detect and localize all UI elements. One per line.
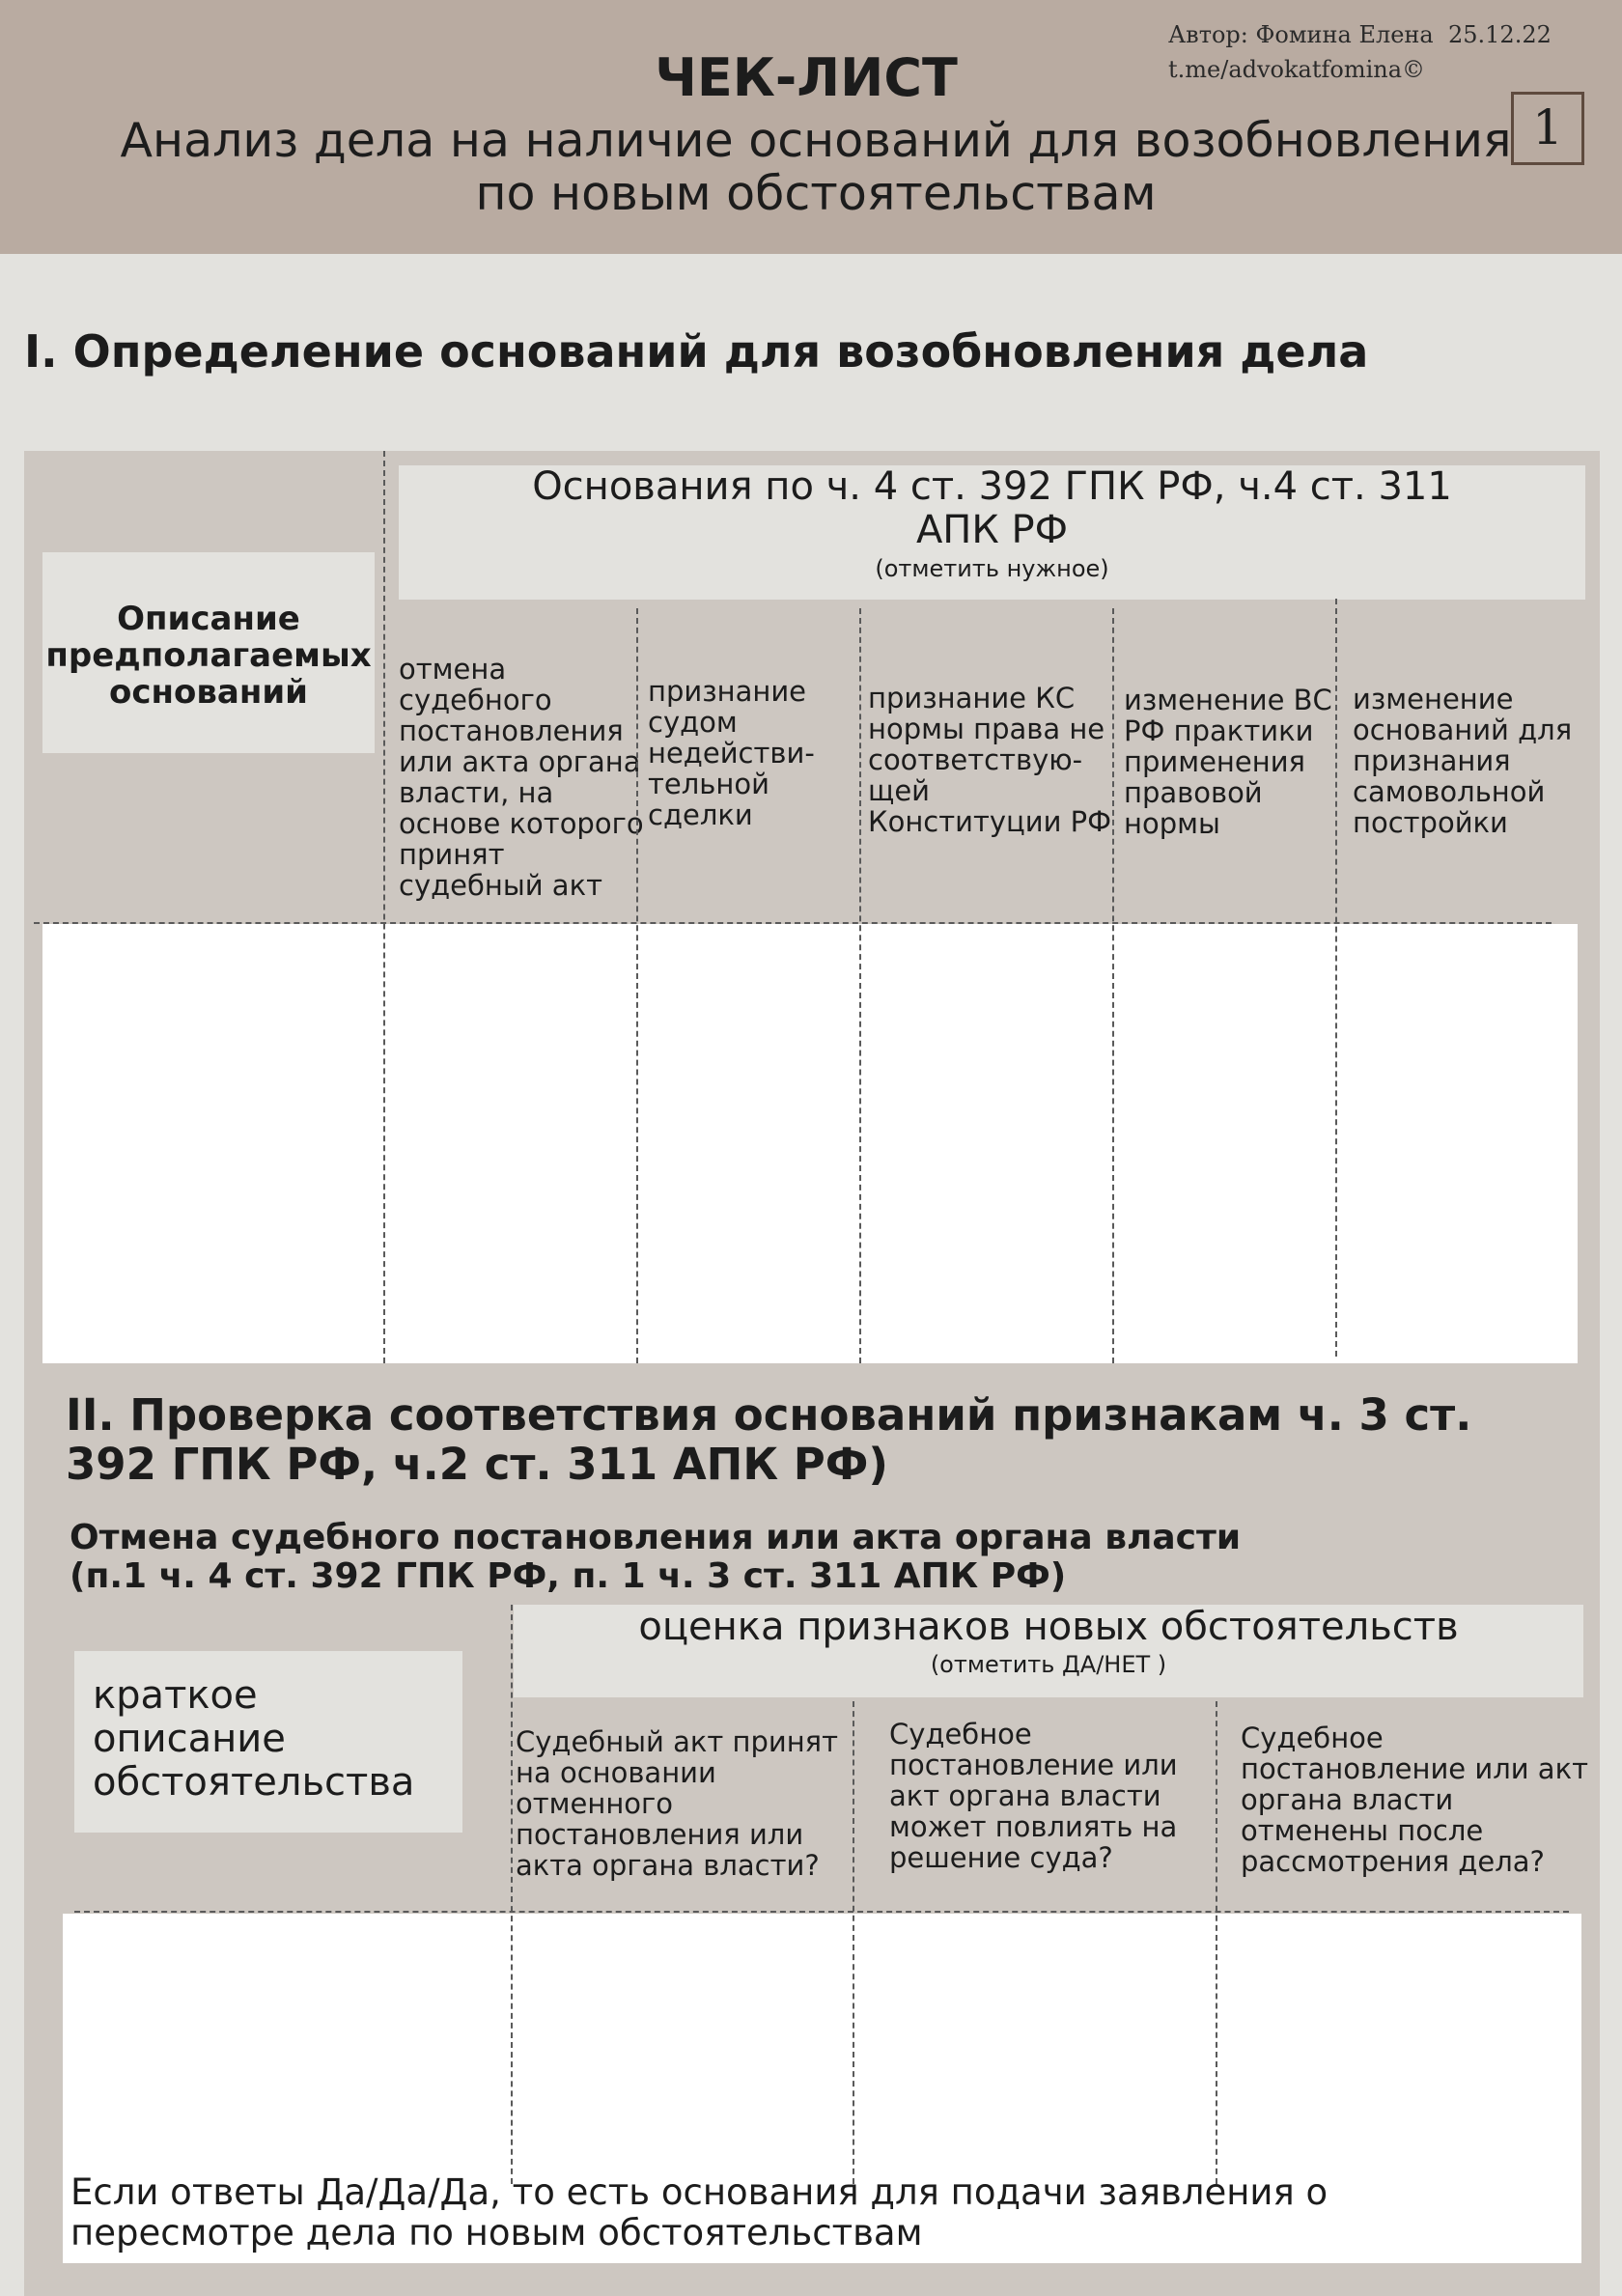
grounds-input-area[interactable] <box>42 924 1578 1363</box>
column-line: Конституции РФ <box>868 805 1112 838</box>
question-column-header <box>889 1719 1178 1873</box>
column-line: изменение <box>1353 683 1514 715</box>
signs-title: оценка признаков новых обстоятельств <box>638 1605 1459 1649</box>
column-line: постановления <box>399 714 624 747</box>
page-title: ЧЕК-ЛИСТ <box>655 47 958 108</box>
column-line: признание КС <box>868 682 1076 714</box>
question-line: отменены после <box>1241 1814 1484 1847</box>
column-line: власти, на <box>399 776 554 809</box>
page-number-badge: 1 <box>1511 92 1584 165</box>
brief-description-header <box>74 1651 462 1833</box>
divider <box>74 1911 1569 1913</box>
column-line: или акта органа <box>399 745 641 778</box>
divider <box>34 922 1552 924</box>
question-line: Судебный акт принят <box>516 1725 839 1758</box>
question-line: Судебное <box>1241 1722 1384 1754</box>
question-line: Судебное <box>889 1718 1032 1750</box>
grounds-title-line: АПК РФ <box>915 508 1069 552</box>
ground-column-header <box>1124 685 1332 839</box>
divider <box>1216 1701 1217 2184</box>
subheading-line: (п.1 ч. 4 ст. 392 ГПК РФ, п. 1 ч. 3 ст. 311 АПК РФ) <box>70 1556 1067 1596</box>
column-line: оснований для <box>1353 714 1573 746</box>
grounds-note: (отметить нужное) <box>875 555 1109 582</box>
column-line: судом <box>648 706 738 739</box>
section-2-heading <box>66 1390 1471 1489</box>
conclusion-line: Если ответы Да/Да/Да, то есть основания для подачи заявления о <box>70 2171 1328 2213</box>
brief-line: краткое описание <box>93 1673 286 1761</box>
column-line: судебный акт <box>399 869 602 902</box>
divider <box>1112 608 1114 1363</box>
question-line: органа власти <box>1241 1783 1454 1816</box>
column-line: нормы права не <box>868 713 1105 745</box>
subheading-line: Отмена судебного постановления или акта органа власти <box>70 1518 1242 1557</box>
divider <box>383 451 385 1363</box>
ground-column-header <box>399 654 644 901</box>
divider <box>1335 599 1337 1357</box>
question-line: акта органа власти? <box>516 1849 820 1882</box>
question-line: может повлиять на <box>889 1810 1178 1843</box>
signs-header <box>514 1605 1583 1697</box>
page-subtitle <box>0 114 1622 220</box>
ground-column-header <box>648 676 815 830</box>
heading-line: II. Проверка соответствия оснований признакам ч. 3 ст. <box>66 1389 1472 1441</box>
column-line: самовольной <box>1353 775 1546 808</box>
grounds-header <box>399 465 1585 600</box>
divider <box>853 1701 854 2184</box>
column-line: щей <box>868 774 931 807</box>
ground-column-header <box>1353 684 1572 838</box>
question-line: постановление или акт <box>1241 1752 1588 1785</box>
header-line: Описание <box>117 600 300 638</box>
column-line: соответствую- <box>868 743 1083 776</box>
column-line: нормы <box>1124 807 1220 840</box>
question-line: рассмотрения дела? <box>1241 1845 1545 1878</box>
author-line: Автор: Фомина Елена 25.12.22 <box>1168 21 1552 48</box>
brief-line: обстоятельства <box>93 1760 415 1805</box>
question-column-header <box>516 1726 838 1881</box>
heading-line: 392 ГПК РФ, ч.2 ст. 311 АПК РФ) <box>66 1439 888 1490</box>
column-line: сделки <box>648 798 753 831</box>
column-line: признание <box>648 675 807 708</box>
question-line: постановление или <box>889 1749 1178 1781</box>
question-line: отменного <box>516 1787 673 1820</box>
question-line: акт органа власти <box>889 1779 1161 1812</box>
grounds-title <box>399 465 1585 552</box>
column-line: недействи- <box>648 737 815 770</box>
conclusion-line: пересмотре дела по новым обстоятельствам <box>70 2212 923 2254</box>
question-line: на основании <box>516 1756 716 1789</box>
question-line: решение суда? <box>889 1841 1113 1874</box>
column-line: постройки <box>1353 806 1508 839</box>
section-1-heading: I. Определение оснований для возобновления дела <box>24 325 1369 378</box>
column-line: тельной <box>648 768 769 800</box>
section-2-subheading <box>70 1519 1241 1596</box>
header-line: предполагаемых <box>45 636 372 675</box>
column-line: применения <box>1124 745 1305 778</box>
column-line: принят <box>399 838 505 871</box>
column-line: основе которого <box>399 807 644 840</box>
author-link[interactable]: t.me/advokatfomina© <box>1168 56 1426 83</box>
column-line: РФ практики <box>1124 714 1314 747</box>
header-line: оснований <box>109 673 308 712</box>
conclusion-text <box>70 2172 1328 2254</box>
question-line: постановления или <box>516 1818 804 1851</box>
subtitle-line: Анализ дела на наличие оснований для возобновления <box>120 113 1512 168</box>
divider <box>859 608 861 1363</box>
ground-column-header <box>868 683 1111 837</box>
column-line: признания <box>1353 744 1511 777</box>
signs-note: (отметить ДА/НЕТ ) <box>930 1651 1167 1678</box>
column-line: правовой <box>1124 776 1263 809</box>
description-column-header <box>42 552 375 753</box>
divider <box>511 1605 513 2184</box>
subtitle-line: по новым обстоятельствам <box>475 166 1157 221</box>
column-line: изменение ВС <box>1124 684 1332 716</box>
divider <box>636 608 638 1363</box>
grounds-title-line: Основания по ч. 4 ст. 392 ГПК РФ, ч.4 ст. 311 <box>532 464 1452 509</box>
column-line: судебного <box>399 684 552 716</box>
question-column-header <box>1241 1722 1588 1877</box>
column-line: отмена <box>399 653 507 686</box>
